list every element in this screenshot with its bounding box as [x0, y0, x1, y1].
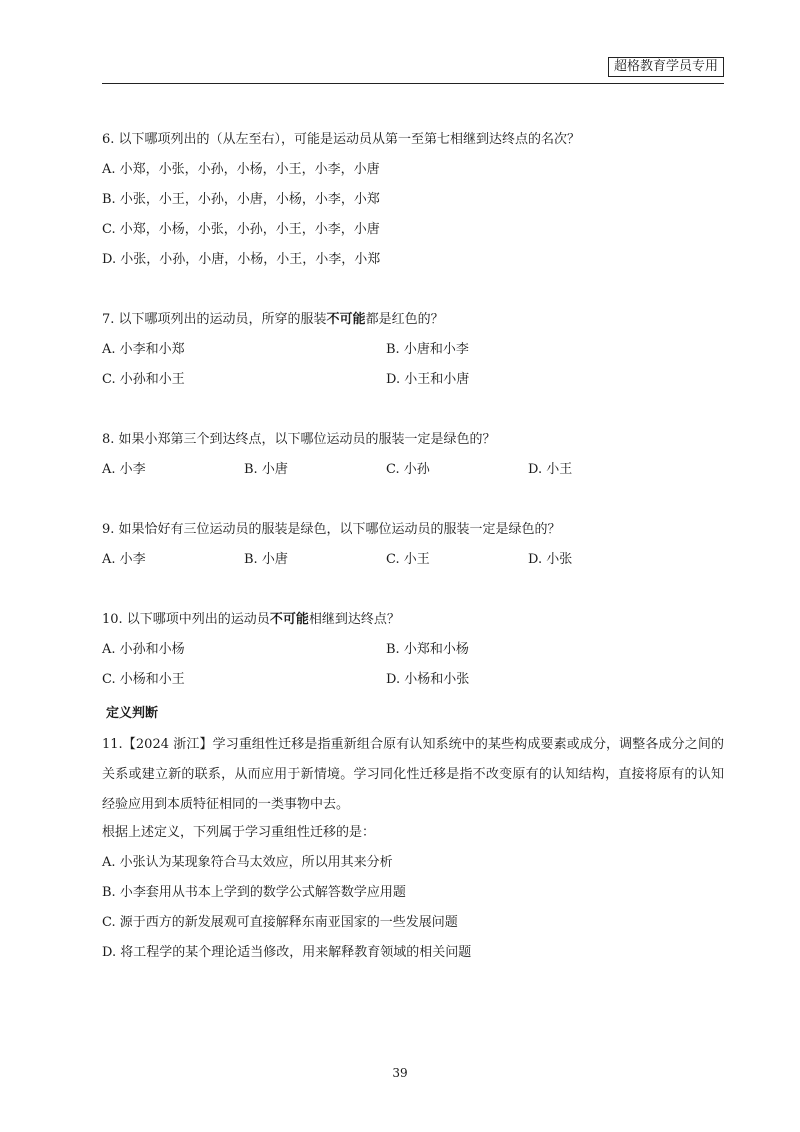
question-10-stem-pre: 10. 以下哪项中列出的运动员 [102, 612, 270, 627]
question-6-option-d: D. 小张，小孙，小唐，小杨，小王，小李，小郑 [102, 252, 381, 267]
question-7-stem-emphasis: 不可能 [326, 312, 366, 327]
question-11-option-a: A. 小张认为某现象符合马太效应，所以用其来分析 [102, 855, 393, 870]
question-10-stem-emphasis: 不可能 [269, 612, 309, 627]
question-7-option-a: A. 小李和小郑 [102, 342, 185, 357]
question-10-option-d: D. 小杨和小张 [386, 672, 470, 687]
question-9-option-c: C. 小王 [386, 552, 430, 567]
question-10-option-c: C. 小杨和小王 [102, 672, 185, 687]
question-6-stem: 6. 以下哪项列出的（从左至右），可能是运动员从第一至第七相继到达终点的名次？ [102, 132, 581, 147]
question-9-option-d: D. 小张 [528, 552, 573, 567]
question-6-option-a: A. 小郑，小张，小孙，小杨，小王，小李，小唐 [102, 162, 380, 177]
question-8-option-c: C. 小孙 [386, 462, 430, 477]
question-6-option-b: B. 小张，小王，小孙，小唐，小杨，小李，小郑 [102, 192, 380, 207]
question-11-stem: 根据上述定义，下列属于学习重组性迁移的是： [102, 825, 376, 840]
question-7-option-b: B. 小唐和小李 [386, 342, 469, 357]
page-number: 39 [392, 1066, 408, 1080]
question-8-option-a: A. 小李 [102, 462, 146, 477]
question-7-stem [102, 311, 444, 329]
question-6-option-c: C. 小郑，小杨，小张，小孙，小王，小李，小唐 [102, 222, 380, 237]
question-10-stem [102, 611, 400, 629]
question-7-stem-post: 都是红色的？ [365, 312, 444, 327]
question-11-option-b: B. 小李套用从书本上学到的数学公式解答数学应用题 [102, 885, 406, 900]
question-7-option-d: D. 小王和小唐 [386, 372, 470, 387]
question-11-option-c: C. 源于西方的新发展观可直接解释东南亚国家的一些发展问题 [102, 915, 458, 930]
question-10-option-a: A. 小孙和小杨 [102, 642, 185, 657]
question-10-stem-post: 相继到达终点？ [308, 612, 400, 627]
section-title: 定义判断 [106, 706, 159, 721]
question-10-option-b: B. 小郑和小杨 [386, 642, 469, 657]
question-7-option-c: C. 小孙和小王 [102, 372, 185, 387]
question-9-option-a: A. 小李 [102, 552, 146, 567]
question-8-stem: 8. 如果小郑第三个到达终点，以下哪位运动员的服装一定是绿色的？ [102, 432, 496, 447]
question-9-stem: 9. 如果恰好有三位运动员的服装是绿色，以下哪位运动员的服装一定是绿色的？ [102, 522, 561, 537]
question-11-option-d: D. 将工程学的某个理论适当修改，用来解释教育领域的相关问题 [102, 945, 472, 960]
header-divider [102, 83, 724, 84]
question-8-option-d: D. 小王 [528, 462, 573, 477]
question-8-option-b: B. 小唐 [244, 462, 288, 477]
header-label: 超格教育学员专用 [608, 57, 724, 77]
question-7-stem-pre: 7. 以下哪项列出的运动员，所穿的服装 [102, 312, 327, 327]
question-11-passage: 11.【2024 浙江】学习重组性迁移是指重新组合原有认知系统中的某些构成要素或成分，调整各成分之间的关系或建立新的联系，从而应用于新情境。学习同化性迁移是指不改变原有的认知结构，直接将原有的认知经验应用到本质特征相同的一类事物中去。 [102, 737, 724, 812]
question-9-option-b: B. 小唐 [244, 552, 288, 567]
